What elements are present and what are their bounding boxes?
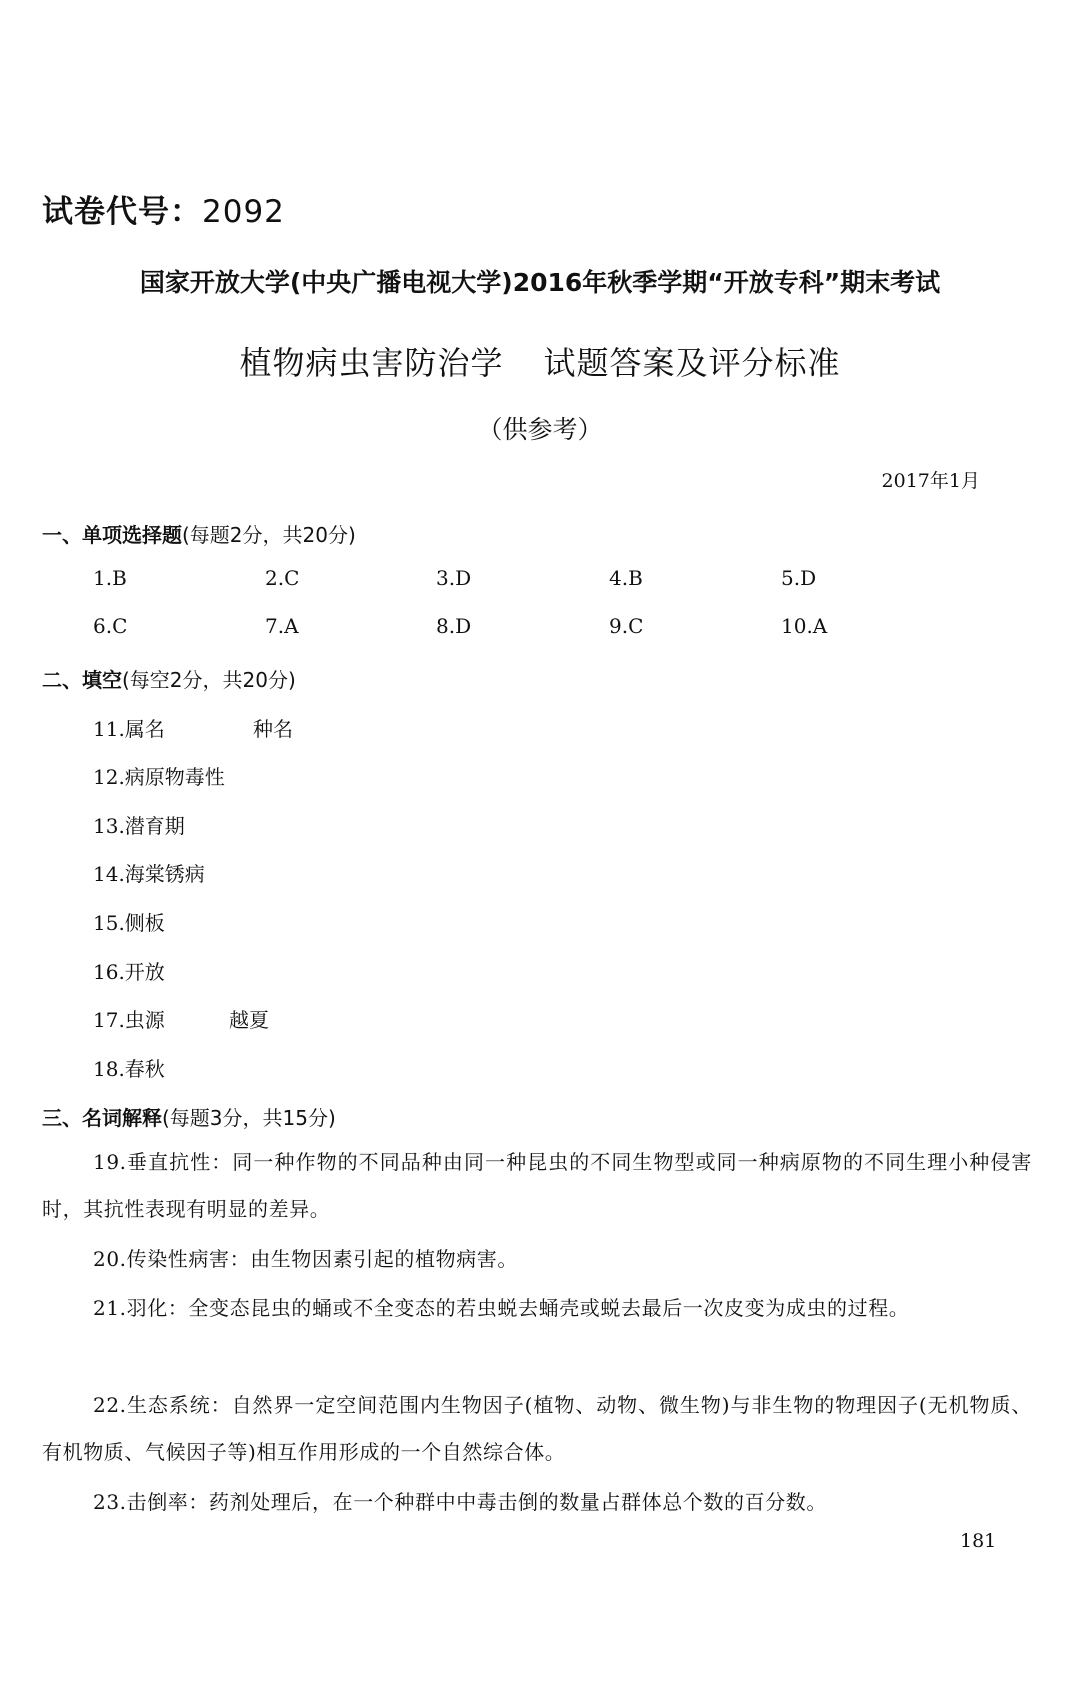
choice-answer: 4.B (609, 566, 643, 590)
fill-answer-text: 14.海棠锈病 (93, 862, 205, 886)
paper-code-value: 2092 (202, 194, 285, 230)
exam-title: 国家开放大学(中央广播电视大学)2016年秋季学期“开放专科”期末考试 (139, 268, 941, 297)
fill-answer-text: 13.潜育期 (93, 814, 185, 838)
section-3-title: 三、名词解释 (42, 1106, 162, 1130)
fill-answer-18 (93, 1053, 165, 1082)
definition-19: 19.垂直抗性：同一种作物的不同品种由同一种昆虫的不同生物型或同一种病原物的不同生理小种侵害时，其抗性表现有明显的差异。 (42, 1150, 1032, 1221)
fill-answer-text: 11.属名 (93, 717, 165, 741)
section-1-score: (每题2分，共20分) (182, 523, 356, 547)
choice-answer: 3.D (436, 566, 472, 590)
section-2-title: 二、填空 (42, 668, 122, 692)
section-1-title: 一、单项选择题 (42, 523, 182, 547)
fill-answer-second: 越夏 (229, 1008, 269, 1032)
fill-answer-16 (93, 956, 165, 985)
choice-answer: 2.C (265, 566, 300, 590)
fill-answer-11 (93, 713, 293, 742)
paper-code (42, 186, 285, 231)
subject-title (0, 338, 1080, 384)
choice-answers-row-2 (0, 614, 1080, 644)
section-2-score: (每空2分，共20分) (122, 668, 296, 692)
section-2-heading (42, 664, 296, 693)
fill-answer-text: 15.侧板 (93, 911, 165, 935)
section-3-heading (42, 1102, 336, 1131)
fill-answer-12 (93, 761, 225, 790)
section-1-heading (42, 519, 356, 548)
fill-answer-text: 12.病原物毒性 (93, 765, 225, 789)
definition-22: 22.生态系统：自然界一定空间范围内生物因子(植物、动物、微生物)与非生物的物理因子(无机物质、有机物质、气候因子等)相互作用形成的一个自然综合体。 (42, 1393, 1032, 1464)
fill-answer-text: 18.春秋 (93, 1057, 165, 1081)
fill-answer-14 (93, 858, 205, 887)
choice-answer: 5.D (781, 566, 817, 590)
subject-name: 植物病虫害防治学 (239, 344, 504, 382)
choice-answer: 8.D (436, 614, 472, 638)
reference-note: （供参考） (477, 415, 603, 444)
fill-answer-second: 种名 (253, 717, 293, 741)
definition-20: 20.传染性病害：由生物因素引起的植物病害。 (93, 1247, 519, 1271)
choice-answers-row-1 (0, 566, 1080, 596)
fill-answer-15 (93, 907, 165, 936)
definition-23: 23.击倒率：药剂处理后，在一个种群中中毒击倒的数量占群体总个数的百分数。 (93, 1490, 828, 1514)
exam-date: 2017年1月 (881, 470, 980, 492)
choice-answer: 10.A (781, 614, 828, 638)
choice-answer: 1.B (93, 566, 127, 590)
page-number: 181 (960, 1530, 997, 1552)
fill-answer-text: 17.虫源 (93, 1008, 165, 1032)
section-3-score: (每题3分，共15分) (162, 1106, 336, 1130)
paper-code-label: 试卷代号： (42, 194, 202, 230)
fill-answer-17 (93, 1004, 269, 1033)
choice-answer: 9.C (609, 614, 644, 638)
fill-answer-text: 16.开放 (93, 960, 165, 984)
definition-21: 21.羽化：全变态昆虫的蛹或不全变态的若虫蜕去蛹壳或蜕去最后一次皮变为成虫的过程。 (93, 1296, 910, 1320)
choice-answer: 7.A (265, 614, 299, 638)
choice-answer: 6.C (93, 614, 128, 638)
fill-answer-13 (93, 810, 185, 839)
document-type: 试题答案及评分标准 (543, 344, 841, 382)
